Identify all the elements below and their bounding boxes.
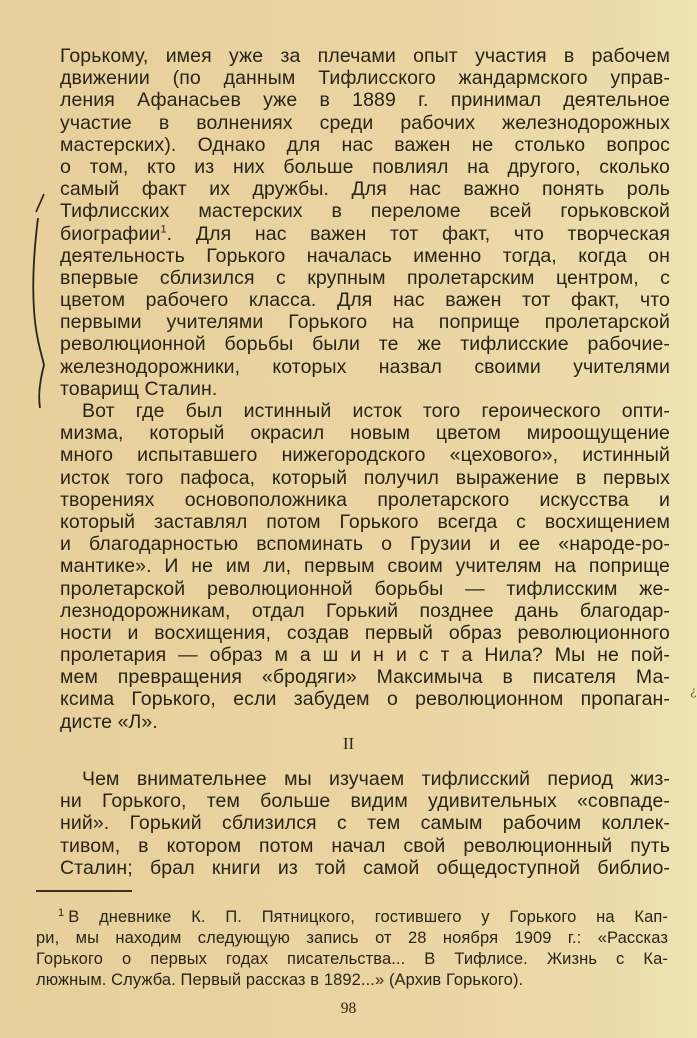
text-line: Тифлисских мастерских в переломе всей горьковской: [60, 200, 670, 223]
page-number: 98: [340, 1000, 357, 1017]
text-line: пролетария — образ м а ш и н и с т а Нила? Мы не пой-: [60, 644, 670, 667]
text-line: Горькому, имея уже за плечами опыт участия в рабочем: [60, 45, 670, 67]
footnote-line: [36, 907, 668, 928]
text-line: ления Афанасьев уже в 1889 г. принимал деятельное: [60, 89, 670, 112]
footnote-marker: 1: [58, 906, 65, 919]
text-line: творениях основоположника пролетарского искусства и: [60, 488, 670, 511]
text-line: тивом, в котором потом начал свой революционный путь: [60, 834, 670, 857]
text-line: исток того пафоса, который получил выражение в первых: [60, 466, 670, 489]
text-line: самый факт их дружбы. Для нас важно понять роль: [60, 178, 670, 201]
text-line: о том, кто из них больше повлиял на другого, сколько: [60, 155, 670, 178]
main-text-section-1: [60, 45, 670, 733]
footnote: [36, 907, 668, 991]
text-line: железнодорожники, которых назвал своими учителями: [60, 355, 670, 378]
text-line: пролетарской революционной борьбы — тифлисским же-: [60, 577, 670, 600]
text-line: Сталин; брал книги из той самой общедоступной библио-: [60, 856, 670, 879]
main-text-section-2: [60, 768, 670, 879]
text-line: ни Горького, тем больше видим удивительных «совпаде-: [60, 790, 670, 813]
paragraph-start-line: Вот где был истинный исток того героического опти-: [82, 400, 670, 422]
stray-print-mark: ¿: [690, 684, 697, 698]
text-line: первыми учителями Горького на поприще пролетарской: [60, 311, 670, 334]
footnote-line: Горького о первых годах писательства... В Тифлисе. Жизнь с Ка-: [36, 950, 668, 968]
text-line: ний». Горький сблизился с тем самым рабочим коллек-: [60, 812, 670, 835]
text-line: дисте «Л».: [60, 710, 158, 733]
text-line: ности и восхищения, создав первый образ революционного: [60, 621, 670, 644]
section-heading: II: [342, 734, 355, 753]
text-line: впервые сблизился с крупным пролетарским центром, с: [60, 266, 670, 289]
footnote-line: люжным. Служба. Первый рассказ в 1892...» (Архив Горького).: [36, 971, 524, 989]
text-line: движении (по данным Тифлисского жандармского управ-: [60, 67, 670, 90]
text-line: много испытавшего нижегородского «цехового», истинный: [60, 444, 670, 467]
text-line: ксима Горького, если забудем о революционном пропаган-: [60, 688, 670, 711]
text-line: и благодарностью вспоминать о Грузии и ее «народе-ро-: [60, 533, 670, 556]
text-line: участие в волнениях среди рабочих железнодорожных: [60, 111, 670, 134]
text-line: мем превращения «бродяги» Максимыча в писателя Ма-: [60, 666, 670, 689]
text-line: товарищ Сталин.: [60, 377, 218, 400]
footnote-reference[interactable]: 1: [160, 223, 167, 235]
text-line: деятельность Горького началась именно тогда, когда он: [60, 244, 670, 267]
text-line: революционной борьбы были те же тифлисские рабочие-: [60, 333, 670, 356]
text-line: мантике». И не им ли, первым своим учителям на поприще: [60, 555, 670, 578]
text-line: мизма, который окрасил новым цветом мироощущение: [60, 422, 670, 445]
footnote-text: В дневнике К. П. Пятницкого, гостившего у Горького на Кап-: [68, 908, 668, 926]
footnote-line: ри, мы находим следующую запись от 28 ноября 1909 г.: «Рассказ: [36, 929, 668, 947]
text-line: цветом рабочего класса. Для нас важен тот факт, что: [60, 289, 670, 312]
text-fragment: . Для нас важен тот факт, что творческая: [166, 222, 670, 245]
text-line: лезнодорожникам, отдал Горький позднее дань благодар-: [60, 599, 670, 622]
text-line: который заставлял потом Горького всегда с восхищением: [60, 510, 670, 533]
text-line: мастерских). Однако для нас важен не столько вопрос: [60, 133, 670, 156]
footnote-divider: [36, 890, 132, 892]
text-line-with-footnote: [60, 223, 670, 245]
text-fragment: биографии: [60, 222, 161, 245]
paragraph-start-line: Чем внимательнее мы изучаем тифлисский период жиз-: [82, 768, 670, 790]
